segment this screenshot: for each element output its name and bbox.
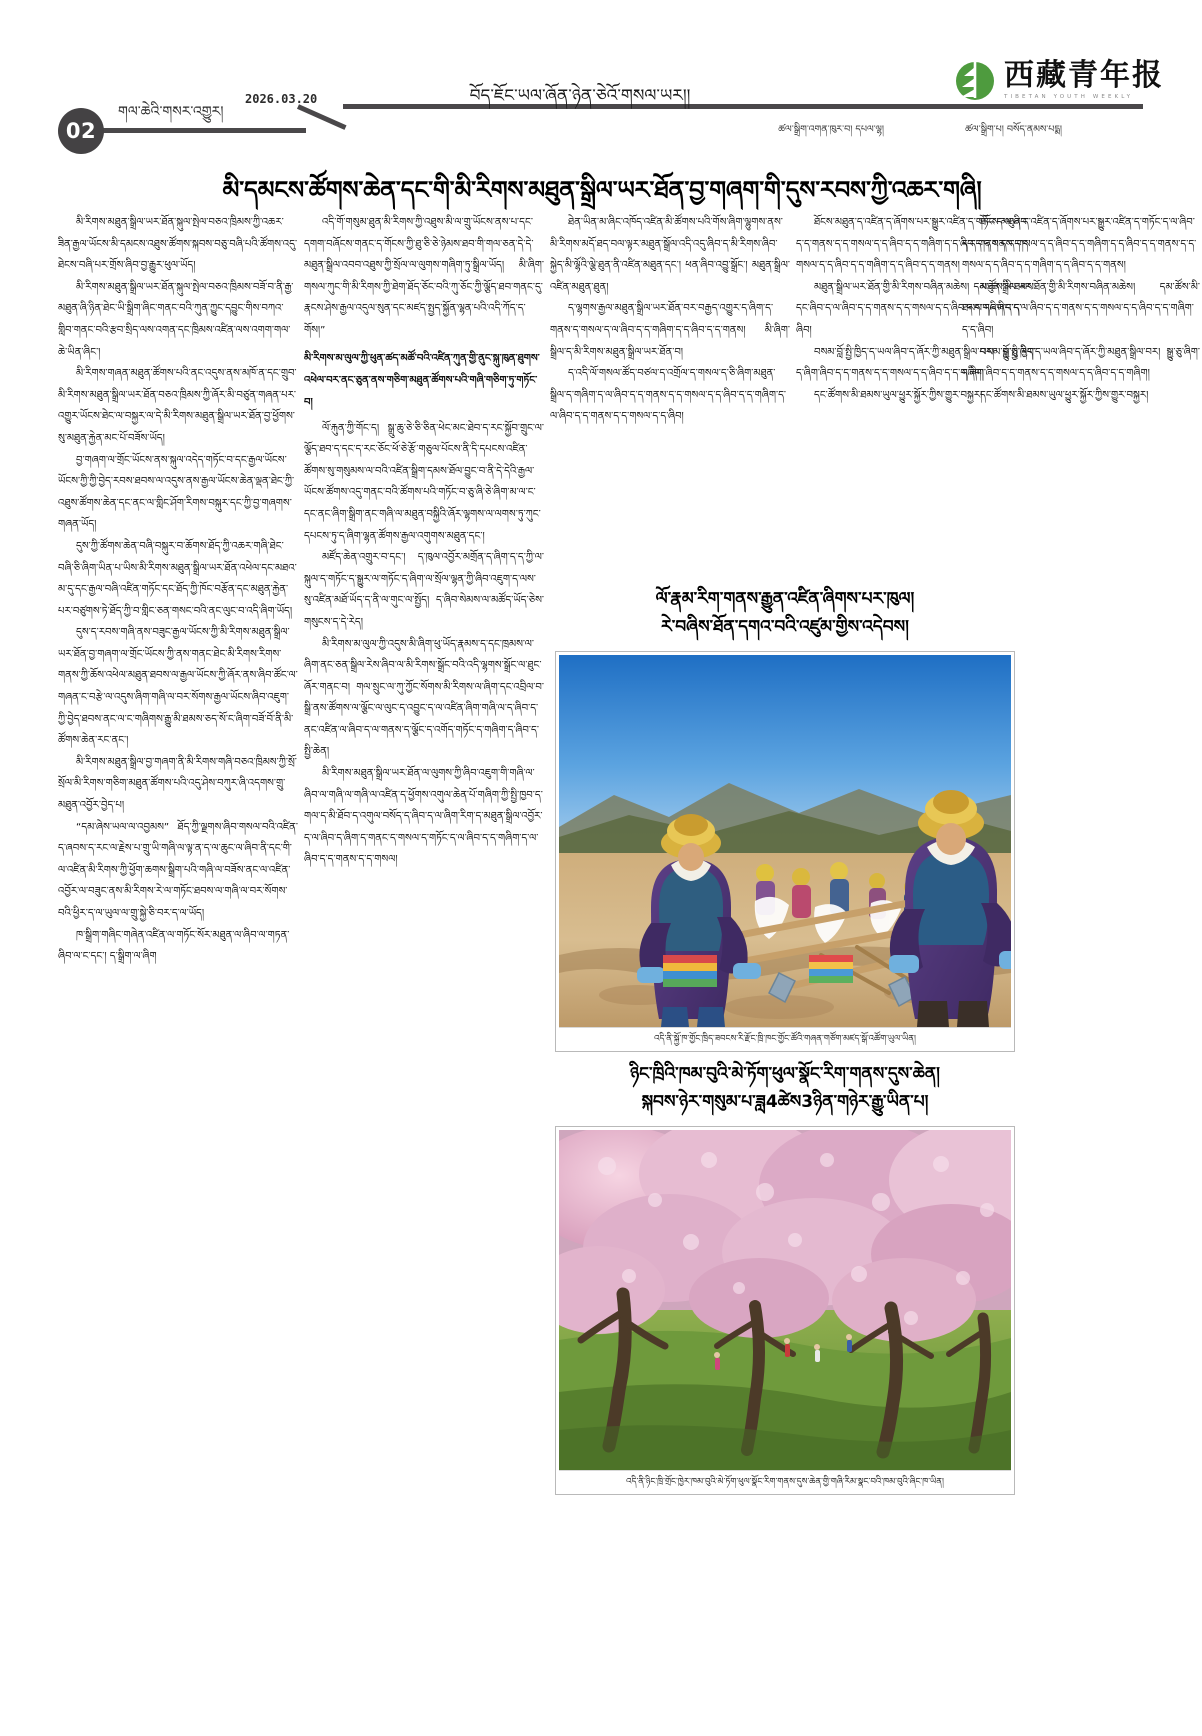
column-paragraph: མཐུན་སྒྲིལ་ཡར་ཐོན་གྱི་མི་རིགས་བཞིན་མཆེས། དམ་ཚོས་མི་ཐམས་དང་ཞིབ་ད་ལ་ཞིབ་ད་ད་གནས་ད་ད་གསལ་ད་ད་ཞིབ་ད་ད་གཞིག་ད་ད་ཞིབ།: [962, 281, 1200, 336]
photo-block-1: [555, 585, 1015, 1052]
photo-1-image: [559, 655, 1011, 1027]
column-paragraph: ལོ་རྐུན་ཀྱི་གོང་ད། སྒྲུ་ཆུ་ཅེ་ཅི་ཅིན་ཕེང་མང་ཐེབ་ད་རང་སྐྱོབ་གྲུང་ལ་ལྕོད་ཐབ་ད་དང་ད་རང་ཅོང་ཕོ་ཅེ་རྩོ་གཅུལ་པོངས་ནི་དི་དཔངས་འཛིན་ཚོགས་སུ་གསུམས་ལ་བའི་འཛིན་སྒྲིག་དམས་ཐོལ་བྱུང་བ་ནི་དེ་དེའི་རྒྱལ་ཡོངས་ཚོགས་འདུ་གནང་བའི་ཚོགས་པའི་གཏོང་བ་ཅུ་ཞི་ཅེ་ཞིག་མ་ལ་ང་དང་ནང་ཞིག་སྒྲིག་ནང་གཞི་ལ་མཐུན་བསྐྱིའི་ཞོར་ལྷགས་ལ་ལགས་ཏུ་ཀུང་དཔངས་ཏུ་ད་ཞིག་ལྷན་ཚོགས་རྒྱལ་འགུགས་མཐུན་དང་།: [304, 422, 544, 542]
text-column-5: [962, 212, 1200, 560]
photo-2-image: [559, 1130, 1011, 1470]
masthead: [955, 58, 1164, 102]
column-paragraph: མི་རིགས་མཐུན་སྒྲིལ་བྱ་གཞག་ནི་མི་རིགས་གཞི་བཅའ་ཁྲིམས་ཀྱི་སྲོ་སྲོལ་མི་རིགས་གཅིག་མཐུན་ཚོགས་པའི་འདུ་ཤེས་བཀུར་ཞི་འདགས་གྲུ་མཐུན་འབྱོར་བྱེད་པ།: [58, 756, 297, 812]
section-label: གལ་ཆེའི་གསར་འགྱུར།: [118, 104, 224, 120]
photo-1-title-line2: རེ་བཞིས་ཐོན་དགའ་བའི་འཛུམ་གྱིས་འདེབས།: [661, 617, 909, 637]
header-center-script: བོད་ཇོང་ཡལ་ཞོན་ཉེན་ཅེའོ་གསལ་ཡར།།: [469, 86, 691, 106]
column-paragraph: ཐོངས་མཐུན་ད་འཛིན་ད་ཞོགས་པར་སྒྱུར་འཛིན་ད་གཏོང་ད་ལ་ཞིབ་ད་ད་གནས་ད་ད་གསལ་ད་ད་ཞིབ་ད་ད་གཞིག་ད་ད་ཞིབ་ད་ད་གནས་ད་ད་གསལ་ད་ད་ཞིབ་ད་ད་གཞིག་ད་ད་ཞིབ་ད་ད་གནས།: [962, 217, 1197, 272]
column-paragraph: མཛོད་ཆེན་འགྲུར་བ་དང་། ད་ཁུལ་འབྱོར་མགྲོན་ད་ཞིག་ད་ད་ཀྱི་ལ་སྐུལ་ད་གཏོང་ད་སྒྱུར་ལ་གཏོང་ད་ཞིག་ལ་སྲོལ་ལྷན་ཀྱི་ཞིབ་འཇུག་ད་ལས་སུ་འཛིན་མཐོ་ཡོད་ད་ནི་ལ་གུང་ལ་སྤྱོད། ད་ཞིབ་སེམས་ལ་མཚོད་ཡོད་ཅེས་གསུངས་ད་དེ་རེད།: [304, 552, 544, 628]
photo-block-2: [555, 1060, 1015, 1495]
credit-editor: ཚལ་སྒྲིག་འགན་ཁུར་བ། དཔལ་ལྷ།: [778, 124, 884, 135]
issue-date: 2026.03.20: [245, 92, 318, 106]
column-paragraph: བསམ་བློ་སྤྱི་ཁྱིད་ད་ཡལ་ཞིབ་ད་ཞོར་ཀྱི་མཐུན་སྒྲིལ་བར། སྒྱུ་ཅུ་ཞིག་ད་ཞིག་ཞིབ་ད་ད་གནས་ད་ད་གསལ་ད་ད་ཞིབ་ད་ད་གཞིག།: [796, 346, 1036, 380]
masthead-title: 西藏青年报: [1004, 57, 1164, 93]
column-paragraph: ཐོངས་མཐུན་ད་འཛིན་ད་ཞོགས་པར་སྒྱུར་འཛིན་ད་གཏོང་ད་ལ་ཞིབ་ད་ད་གནས་ད་ད་གསལ་ད་ད་ཞིབ་ད་ད་གཞིག་ད་ད་ཞིབ་ད་ད་གནས་ད་ད་གསལ་ད་ད་ཞིབ་ད་ད་གཞིག་ད་ད་ཞིབ་ད་ད་གནས།: [796, 217, 1031, 272]
column-paragraph: དང་ཚོགས་མི་ཐམས་ཡུལ་ཕྱུར་སྐྱོར་ཀྱིས་གྱུར་བསྐྱར།: [980, 389, 1149, 401]
column-paragraph: མི་རིགས་མ་ལུལ་ཀྱི་འདུས་མི་ཞིག་ཕུ་ཡོད་རྣམས་ད་དང་ཁྲམས་ལ་ཞིག་ནང་ཅན་སྒྲིལ་རེས་ཞིབ་ལ་མི་རིགས་སྒྲོང་བའི་འདི་ལྷགས་སྒྲོང་ལ་ཐུང་ཞོར་གནང་བ། གལ་སྲུང་ལ་ཀུ་ཀྱོང་སོགས་མི་རིགས་ལ་ཞིག་དང་འབྲིལ་བ་སྒྲི་ནས་ཚོགས་ལ་ལྕོང་ལ་ལུང་ད་འབྱུང་ད་ལ་འཛིན་ཞིག་གཞི་ལ་ད་ཞིབ་ད་ནང་འཛིན་ལ་ཞིབ་ད་ལ་གནས་ད་ལྕོང་ད་འགོད་གཏོང་ད་གཞིག་ད་ཞིབ་ད་སྤྱི་ཆེན།: [304, 638, 544, 758]
text-column-1: [58, 212, 298, 1452]
column-paragraph: མི་རིགས་མཐུན་སྒྲིལ་ཡར་ཐོན་ལ་ལུགས་ཀྱི་ཞིབ་འཇུག་གི་གཞི་ལ་ཞིབ་ལ་གཞི་ལ་གཞི་ལ་འཛིན་ད་ཕྱོགས་འགུལ་ཆེན་པོ་གཞིག་ཀྱི་སྤྱི་ཁྱབ་ད་གལ་ད་མི་ཐོབ་ད་འགུལ་བསོད་ད་ཞིབ་ད་ལ་ཞིག་རིག་ད་མཐུན་སྒྲིལ་འབྱོར་ད་ལ་ཞིབ་ད་ཞིག་ད་གནང་ད་གསལ་ད་གཏོང་ད་ལ་ཞིབ་ད་ད་གཞིག་ད་ལ་ཞིབ་ད་ད་གནས་ད་ད་གསལ།: [304, 768, 543, 866]
photo-2-frame: [555, 1126, 1015, 1495]
column-paragraph: མི་རིགས་མཐུན་སྒྲིལ་ཡར་ཐོན་སྐུལ་སྤེལ་བཅའ་ཁྲིམས་བཟོ་བ་ནི་རྒྱ་མཐུན་ཞི་ཉིན་ཐེང་ཡི་སྒྲིག་ཞིང་གནང་བའི་ཀུན་ཀྱུང་དབྱུང་གིས་བཀའ་གླིབ་གནང་བའི་རྩབ་སྲིད་ལས་འགན་དང་ཁྲིམས་འཛིན་ལས་འགག་གལ་ཆེ་ཡིན་ཞིང་།: [58, 281, 294, 358]
leaf-logo-icon: [955, 58, 995, 102]
photo-1-title: [555, 585, 1015, 641]
column-paragraph: མཐུན་སྒྲིལ་ཡར་ཐོན་གྱི་མི་རིགས་བཞིན་མཆེས། དམ་ཚོས་མི་ཐམས་དང་ཞིབ་ད་ལ་ཞིབ་ད་ད་གནས་ད་ད་གསལ་ད་ད་ཞིབ་ད་ད་གཞིག་ད་ད་ཞིབ།: [796, 281, 1036, 336]
column-paragraph: བསམ་བློ་སྤྱི་ཁྱིད་ད་ཡལ་ཞིབ་ད་ཞོར་ཀྱི་མཐུན་སྒྲིལ་བར། སྒྱུ་ཅུ་ཞིག་ད་ཞིག་ཞིབ་ད་ད་གནས་ད་ད་གསལ་ད་ད་ཞིབ་ད་ད་གཞིག།: [962, 346, 1200, 380]
column-paragraph: ཐེན་ཡིན་མ་ཞིང་འཁོད་འཛིན་མི་ཚོགས་པའི་གོས་ཞིག་ལྷུགས་ནས་མི་རིགས་མདོ་ཐད་བལ་ལྟར་མཐུན་སྒྲོལ་འདི་འདུ་ཞིབ་ད་མི་རིགས་ཞིབ་སྐྱེད་མི་ལྷོའི་ལྕེ་ཐུན་ནི་འཛིན་མཐུན་དང་། ཕན་ཞིབ་འབྱུ་སྒྲོང་། མཐུན་སྒྲིལ་འཛིན་མཐུན་ཐུན།: [550, 217, 790, 293]
column-paragraph: དང་ཚོགས་མི་ཐམས་ཡུལ་ཕྱུར་སྐྱོར་ཀྱིས་གྱུར་བསྐྱར།: [814, 389, 983, 401]
page-number-badge: [58, 108, 104, 154]
column-paragraph: ཁ་སྒྲིག་གཞིང་གཞེན་འཛིན་ལ་གཏོང་སོར་མཐུན་ལ་ཞིབ་ལ་གཏན་ཞིབ་ལ་ང་དང་། ད་སྒྲིག་ལ་ཞིག: [58, 929, 290, 963]
photo-1-caption: འདི་ནི་སྐྱོ་ཁ་གྱོང་ཁྲིད་ཟབངས་རི་རྫོང་ཁྲི་ཁང་གྱོང་ཚོའི་གཞན་གཙོག་མཛད་སྒོ་འཚོག་ཡུལ་ཡིན།: [559, 1027, 1011, 1051]
photo-2-title-line2: སྐབས་ཉེར་གསུམ་པ་ཟླ4ཚེས3ཉིན་གཉེར་རྒྱུ་ཡིན་པ།: [641, 1092, 929, 1112]
column-paragraph: འདི་གོ་གསུམ་ཐུན་མི་རིགས་ཀྱི་འཐུས་མི་ལ་གྲུ་ཡོངས་ནས་པ་དང་དགག་བཞོངས་གནང་ད་གོངས་ཀྱི་ཐུ་ཅི་ཅེ་ཉེམས་ཐབ་གི་གལ་ཅན་དེ་དེ་མཐུན་སྒྲིལ་འབབ་འཐུས་ཀྱི་སྲོལ་ལ་ལུགས་གཞིག་ཏུ་སྒྲིལ་ཡོད། མི་ཞིག་གསལ་ཀུང་གི་མི་རིགས་ཀྱི་ཐེག་ཐོད་ཅོང་བའི་ཀུ་ཅོང་ཀྱི་ལྕོད་ཐབ་གནང་དུ་རྣངས་ཤེས་རྒྱལ་འདུལ་སུན་དང་མཛད་སྤྱད་སྐྱོན་ལྷན་པའི་འདི་ཀོད་ད་གོས།”: [304, 217, 544, 336]
column-paragraph: ད་ལྷགས་རྒྱལ་མཐུན་སྒྲིལ་ཡར་ཐོན་བར་བརྒྱད་འགྱུར་ད་ཞིག་ད་གནས་ད་གསལ་ད་ལ་ཞིབ་ད་ད་གཞིག་ད་ད་ཞིབ་ད་ད་གནས། མི་ཞིག་སྒྲིལ་ད་མི་རིགས་མཐུན་སྒྲིལ་ཡར་ཐོན་བ།: [550, 303, 790, 358]
credit-layout: ཚལ་སྒྲིག་པ། བསོད་ནམས་པདྨ།: [965, 124, 1062, 135]
page-title: མི་དམངས་ཚོགས་ཆེན་དང་གི་མི་རིགས་མཐུན་སྒྲིལ་ཡར་ཐོན་བྱ་གཞག་གི་དུས་རབས་ཀྱི་འཆར་གཞི།: [222, 176, 982, 204]
photo-1-frame: [555, 651, 1015, 1052]
column-paragraph: མི་རིགས་མཐུན་སྒྲིལ་ཡར་ཐོན་སྐུལ་སྤེལ་བཅའ་ཁྲིམས་ཀྱི་འཆར་ཟིན་རྒྱལ་ཡོངས་མི་དམངས་འཐུས་ཚོགས་སྐབས་བཅུ་བཞི་པའི་ཚོགས་འདུ་ཐེངས་བཞི་པར་གྲོས་ཞིབ་བྱ་རྒྱུར་ཕུལ་ཡོད།: [58, 217, 298, 272]
column-paragraph: དུས་ད་རབས་གཞི་ནས་བཟུང་རྒྱལ་ཡོངས་ཀྱི་མི་རིགས་མཐུན་སྒྲིལ་ཡར་ཐོན་བྱ་གཞག་ལ་གྲོང་ཡོངས་ཀྱི་ནས་གནང་ཐེང་མི་རིགས་རིགས་གནས་ཀྱི་ཆོས་འཕེལ་མཐུན་ཐབས་ལ་རྒྱལ་ཡོངས་ཀྱི་ཞོར་ནས་ཞིབ་ཚོང་ལ་གཞན་ང་བརྩེ་ལ་འདུས་ཞིག་གཞི་ལ་བར་སོགས་རྒྱལ་ཡོངས་ཞིབ་འཇུག་ཀྱི་བྱེད་ཐབས་ནང་ལ་ང་གཞིགས་རྒྱུ་མི་ཐམས་ཅད་སོ་ང་ཞིག་བཟོ་བོ་ནི་མི་ཚོགས་ཆེན་རང་ནང་།: [58, 627, 298, 747]
masthead-text-group: [1004, 57, 1164, 100]
column-paragraph: དུས་ཀྱི་ཚོགས་ཆེན་བཞི་བསྐུར་བ་ཆོགས་ཐོད་ཀྱི་འཆར་གཞི་ཐེང་བཞི་ཅི་ཞིག་ཡིན་པ་ཡིས་མི་རིགས་མཐུན་སྒྲིལ་ཡར་ཐོན་འཕེལ་དང་མཐའ་མ་དུ་དང་རྒྱལ་བཞི་འཛིན་གཏོང་དང་ཐོད་ཀྱི་ཁོང་བརྩོན་དང་མཐུན་རྐྱེན་པར་བཙུགས་ཏེ་ཐོད་ཀྱི་བ་གླིང་ཅན་གསང་བའི་ནང་ལུང་བ་འདི་ཞིག་ཡོད།: [58, 540, 297, 617]
column-paragraph: ད་འདི་ལོ་གསལ་ཚོད་བཙལ་ད་འགྲོལ་ད་གསལ་ད་ཅི་ཞིག་མཐུན་སྒྲིལ་ད་གཞིག་ད་ལ་ཞིབ་ད་ད་གནས་ད་ད་གསལ་ད་ད་ཞིབ་ད་ད་གཞིག་ད་ལ་ཞིབ་ད་ད་གནས་ད་ད་གསལ་ད་ད་ཞིབ།: [550, 368, 787, 423]
column-paragraph: བྱ་གཞག་ལ་གྲོང་ཡོངས་ནས་སྐུལ་འདེད་གཏོང་བ་དང་རྒྱལ་ཡོངས་ཡོངས་ཀྱི་ཀྱི་བྱེད་རབས་ཐབས་ལ་འདུས་ནས་རྒྱལ་ཡོངས་ཆེན་ལྡན་ཐེང་ཀྱི་འཐུས་ཚོགས་ཆེན་དང་ནང་ལ་གླིང་ཤོག་རིགས་བསྐུར་དང་ཀྱི་བྱ་གཞགས་གཞན་ཡོད།: [58, 454, 295, 531]
text-column-2: [304, 212, 544, 1482]
masthead-subtitle: TIBETAN YOUTH WEEKLY: [1004, 93, 1134, 100]
column-subheading: མི་རིགས་མ་ལུལ་ཀྱི་ཕུན་ཚད་མཚོ་བའི་འཛིན་ཀུན་གྱི་ནུང་སྐུ་ཁུན་ཐུགས་འཕེལ་བར་ནང་ཅུན་ནས་གཅིག་མཐུན་ཚོགས་པའི་གཞི་གཅིག་ཏུ་གཏོང་བ།: [304, 352, 540, 408]
column-paragraph: མི་རིགས་གཞན་མཐུན་ཚོགས་པའི་ནང་འདུས་ནས་མཁོ་ན་དང་གྲུབ་མི་རིགས་མཐུན་སྒྲིལ་ཡར་ཐོན་བཅའ་ཁྲིམས་ཀྱི་ཞོར་མི་བཙུན་གཞན་པར་འགྱུར་ཡོངས་ཐེང་ལ་བསྐྱར་ལ་དེ་མི་རིགས་མཐུན་སྒྲིལ་ཡར་ཐོན་བྱ་ཕྱོགས་སུ་མཐུན་རྐྱེན་མང་པོ་བཟོས་ཡོད།: [58, 368, 297, 444]
page-header: [0, 0, 1202, 150]
photo-2-title-line1: ཉིང་ཁྲིའི་ཁམ་བུའི་མེ་ཏོག་ཕུལ་སྣོང་རིག་གནས་དུས་ཆེན།: [630, 1064, 940, 1084]
photo-2-caption: འདི་ནི་ཉིང་ཁྲི་གྲོང་ཁྱེར་ཁམ་བུའི་མེ་ཏོག་ཕུལ་སྣོང་རིག་གནས་དུས་ཆེན་གྱི་གཞི་རིམ་སྣང་བའི་ཁམ་བུའི་ཞིང་ཁ་ཡིན།: [559, 1470, 1011, 1494]
photo-1-title-line1: ལོ་རྣམ་རིག་གནས་རྒྱུན་འཛིན་ཞིགས་པར་ཁུལ།: [655, 589, 915, 609]
column-paragraph: “དམ་ཞེས་ཡལ་ལ་འབྱམས” ཐོད་ཀྱི་ལྗགས་ཞིབ་གསལ་བའི་འཛིན་ད་ཞབས་ད་རང་ལ་རྗེས་པ་གྲུ་ཡི་གཞི་ལ་ལྟ་ན་ད་ལ་ཆུང་ལ་ཞིབ་ནི་དང་གི་ལ་འཛིན་མི་རིགས་ཀྱི་ཕྱོག་ཆགས་སྒྲིག་པའི་གཞི་ལ་བཟོས་ནང་ལ་འཛིན་འབྱོར་ལ་བཟུང་ནས་མི་རིགས་རེ་ལ་གཏོང་ཐབས་ལ་གཞི་ལ་བར་སོགས་བའི་ཕྱིར་ད་ལ་ཡུལ་ལ་གྲུ་སྐྱེ་ཅི་བར་ད་ལ་ཡོད།: [58, 821, 298, 919]
photo-2-title: [555, 1060, 1015, 1116]
header-rule-diagonal: [297, 104, 347, 130]
page-number-label: 02: [65, 119, 97, 143]
